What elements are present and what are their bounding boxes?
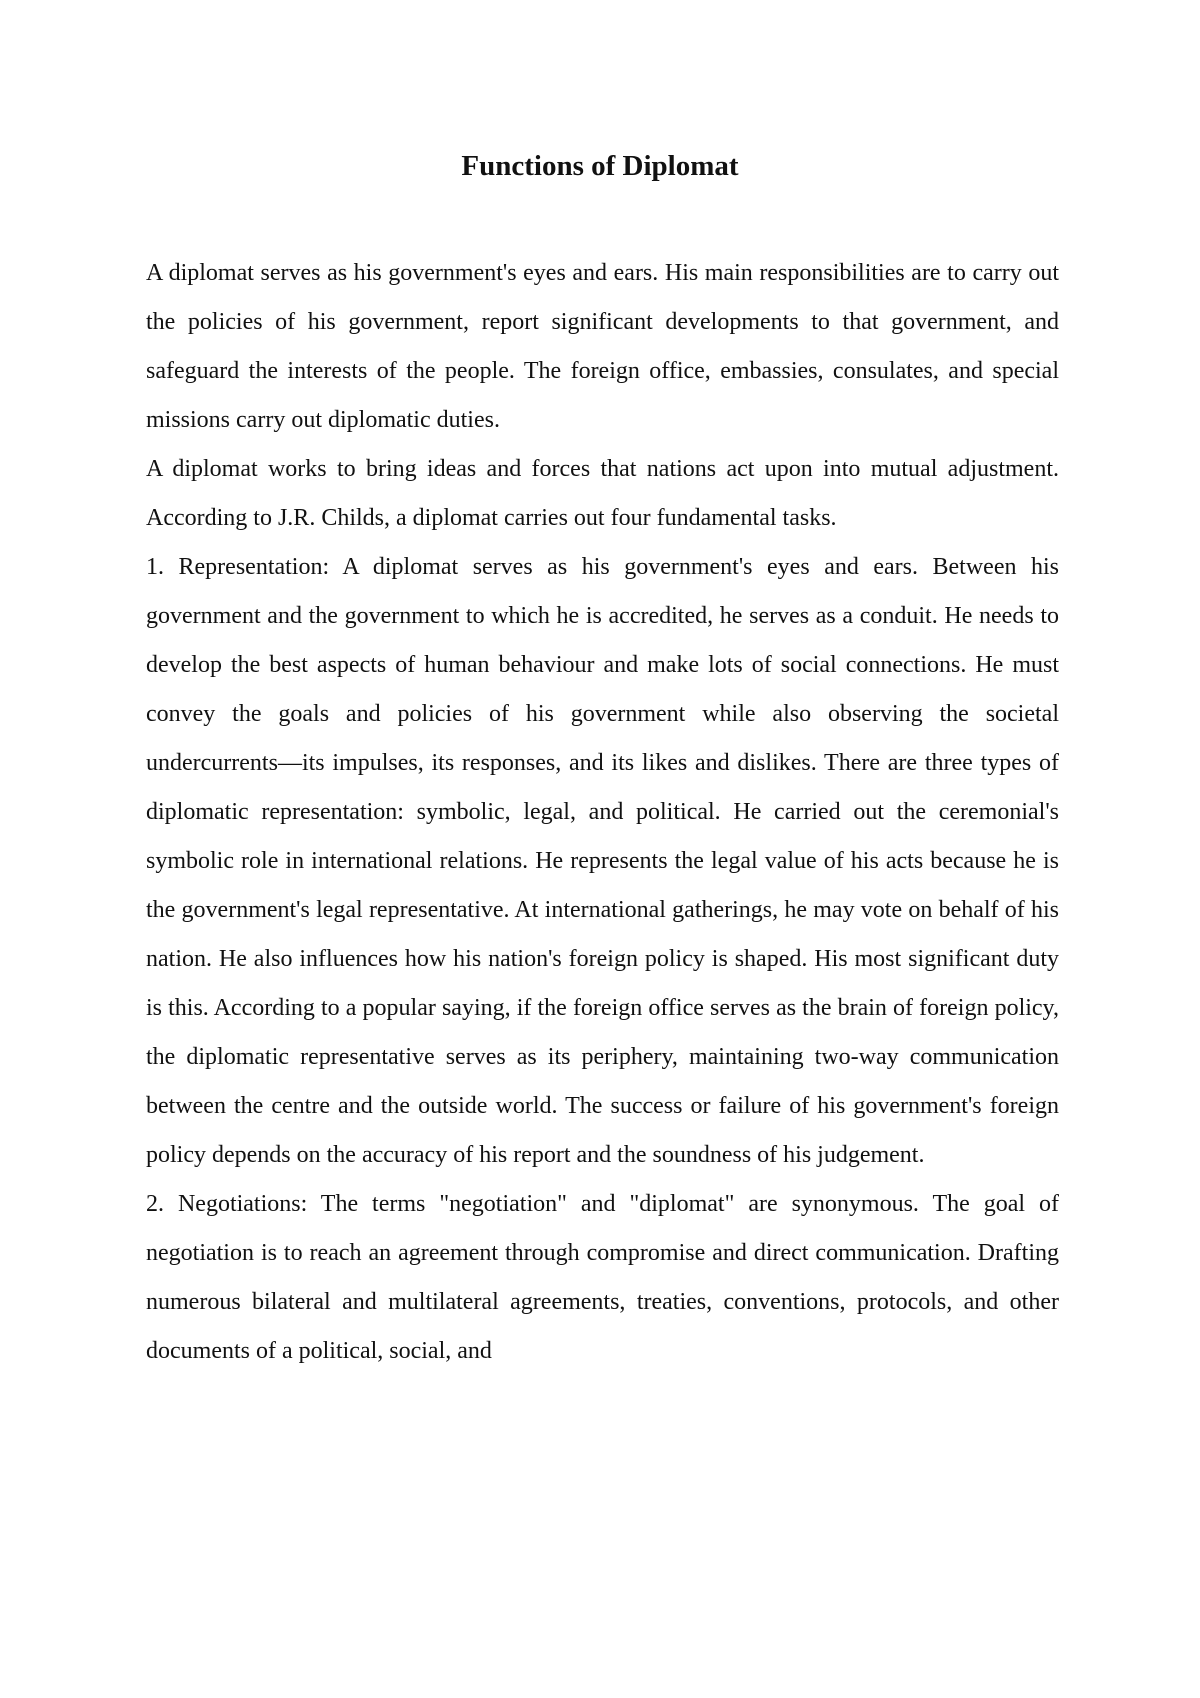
paragraph-negotiations: 2. Negotiations: The terms "negotiation" and "diplomat" are synonymous. The goal of negotiation is to reach an agreement through compromise and direct communication. Drafting numerous bilateral and multilateral agreements, treaties, conventions, protocols, and other documents of a political, social, and <box>146 1191 1059 1364</box>
paragraph-adjustment: A diplomat works to bring ideas and forces that nations act upon into mutual adjustment. According to J.R. Childs, a diplomat carries out four fundamental tasks. <box>146 456 1059 531</box>
paragraph-intro: A diplomat serves as his government's eyes and ears. His main responsibilities are to carry out the policies of his government, report significant developments to that government, and safeguard the interests of the people. The foreign office, embassies, consulates, and special missions carry out diplomatic duties. <box>146 260 1059 433</box>
document-body <box>146 249 1059 1376</box>
paragraph-representation: 1. Representation: A diplomat serves as his government's eyes and ears. Between his government and the government to which he is accredited, he serves as a conduit. He needs to develop the best aspects of human behaviour and make lots of social connections. He must convey the goals and policies of his government while also observing the societal undercurrents—its impulses, its responses, and its likes and dislikes. There are three types of diplomatic representation: symbolic, legal, and political. He carried out the ceremonial's symbolic role in international relations. He represents the legal value of his acts because he is the government's legal representative. At international gatherings, he may vote on behalf of his nation. He also influences how his nation's foreign policy is shaped. His most significant duty is this. According to a popular saying, if the foreign office serves as the brain of foreign policy, the diplomatic representative serves as its periphery, maintaining two-way communication between the centre and the outside world. The success or failure of his government's foreign policy depends on the accuracy of his report and the soundness of his judgement. <box>146 554 1059 1168</box>
document-title: Functions of Diplomat <box>461 150 739 182</box>
